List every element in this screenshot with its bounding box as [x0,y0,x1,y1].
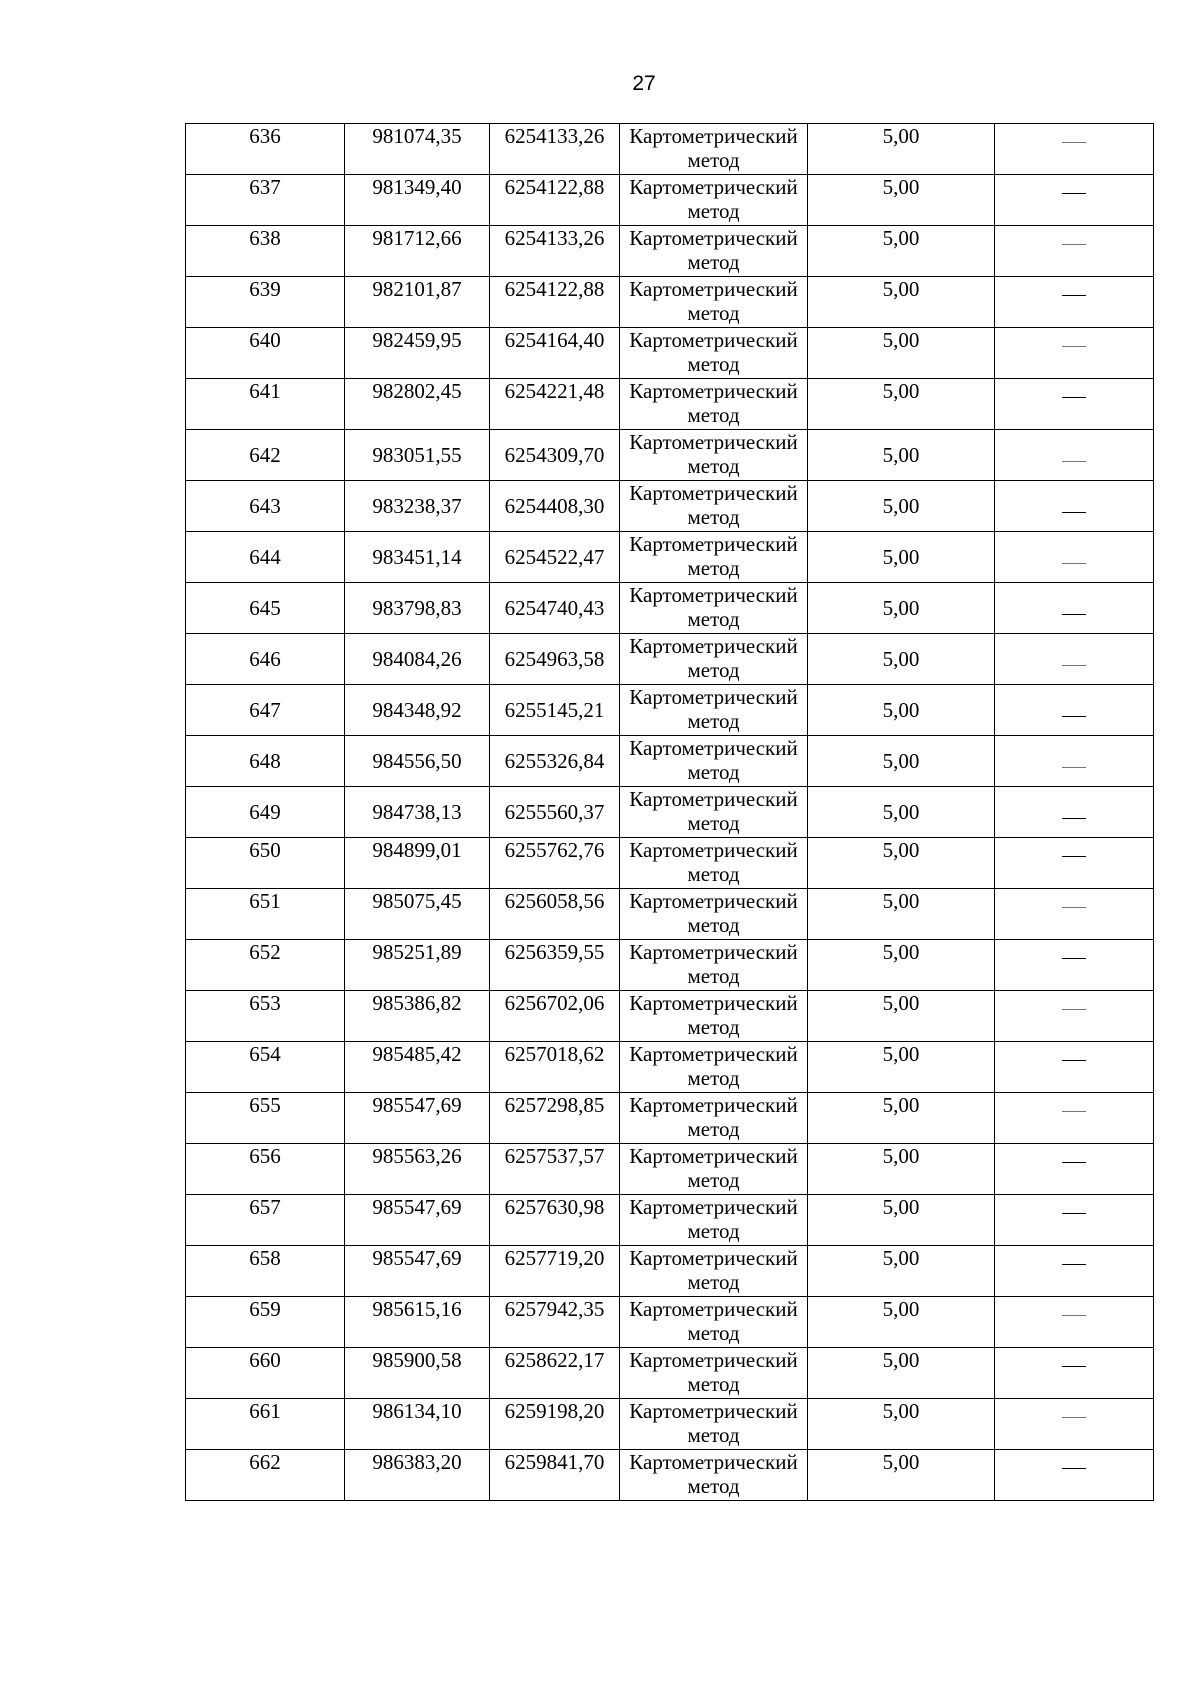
method-cell [620,124,808,175]
x-coordinate-cell: 985900,58 [345,1348,490,1399]
accuracy-cell: 5,00 [808,583,995,634]
x-coordinate-cell: 985615,16 [345,1297,490,1348]
x-coordinate-cell: 981712,66 [345,226,490,277]
coordinates-table [185,123,1154,1501]
point-number-cell: 636 [186,124,345,175]
note-dash [1062,1213,1086,1214]
note-cell [995,838,1154,889]
method-text-line-2: метод [687,301,740,325]
note-dash [1062,1264,1086,1265]
x-coordinate-cell: 983051,55 [345,430,490,481]
table-row [186,532,1154,583]
x-coordinate-cell: 985386,82 [345,991,490,1042]
note-cell [995,1246,1154,1297]
x-coordinate-cell: 981074,35 [345,124,490,175]
table-row [186,1450,1154,1501]
y-coordinate-cell: 6254122,88 [490,277,620,328]
y-coordinate-cell: 6258622,17 [490,1348,620,1399]
point-number-cell: 655 [186,1093,345,1144]
table-row [186,430,1154,481]
table-row [186,175,1154,226]
x-coordinate-cell: 982459,95 [345,328,490,379]
note-dash [1062,818,1086,819]
method-cell [620,583,808,634]
method-text-line-1: Картометрический [629,379,798,403]
y-coordinate-cell: 6254740,43 [490,583,620,634]
method-cell [620,532,808,583]
point-number-cell: 646 [186,634,345,685]
method-cell [620,1399,808,1450]
method-text-line-2: метод [687,658,740,682]
note-dash [1062,1315,1086,1316]
y-coordinate-cell: 6257630,98 [490,1195,620,1246]
note-dash [1062,1417,1086,1418]
method-cell [620,787,808,838]
note-dash [1062,397,1086,398]
note-cell [995,685,1154,736]
table-row [186,583,1154,634]
point-number-cell: 644 [186,532,345,583]
note-dash [1062,614,1086,615]
accuracy-cell: 5,00 [808,1348,995,1399]
x-coordinate-cell: 984899,01 [345,838,490,889]
note-cell [995,1450,1154,1501]
accuracy-cell: 5,00 [808,838,995,889]
note-dash [1062,1009,1086,1010]
method-cell [620,1246,808,1297]
table-row [186,379,1154,430]
method-cell [620,634,808,685]
table-row [186,1399,1154,1450]
method-text-line-1: Картометрический [629,1246,798,1270]
x-coordinate-cell: 981349,40 [345,175,490,226]
accuracy-cell: 5,00 [808,124,995,175]
y-coordinate-cell: 6256058,56 [490,889,620,940]
x-coordinate-cell: 983238,37 [345,481,490,532]
point-number-cell: 660 [186,1348,345,1399]
method-text-line-1: Картометрический [629,991,798,1015]
point-number-cell: 638 [186,226,345,277]
method-text-line-1: Картометрический [629,1093,798,1117]
point-number-cell: 648 [186,736,345,787]
method-text-line-2: метод [687,148,740,172]
point-number-cell: 652 [186,940,345,991]
method-text-line-1: Картометрический [629,1144,798,1168]
point-number-cell: 651 [186,889,345,940]
table-row [186,1246,1154,1297]
note-cell [995,634,1154,685]
accuracy-cell: 5,00 [808,1399,995,1450]
note-cell [995,736,1154,787]
method-text-line-1: Картометрический [629,1348,798,1372]
accuracy-cell: 5,00 [808,1093,995,1144]
method-text-line-2: метод [687,1066,740,1090]
note-dash [1062,193,1086,194]
table-row [186,940,1154,991]
table-row [186,685,1154,736]
note-dash [1062,142,1086,143]
accuracy-cell: 5,00 [808,532,995,583]
accuracy-cell: 5,00 [808,1246,995,1297]
method-text-line-2: метод [687,913,740,937]
x-coordinate-cell: 986383,20 [345,1450,490,1501]
point-number-cell: 642 [186,430,345,481]
note-cell [995,1042,1154,1093]
note-cell [995,787,1154,838]
method-text-line-2: метод [687,454,740,478]
note-dash [1062,767,1086,768]
y-coordinate-cell: 6257719,20 [490,1246,620,1297]
page-number: 27 [632,72,656,95]
note-cell [995,1348,1154,1399]
table-row [186,1042,1154,1093]
method-text-line-2: метод [687,1372,740,1396]
table-row [186,1348,1154,1399]
method-text-line-2: метод [687,1117,740,1141]
accuracy-cell: 5,00 [808,1042,995,1093]
method-cell [620,1042,808,1093]
note-cell [995,583,1154,634]
note-cell [995,226,1154,277]
method-text-line-1: Картометрический [629,583,798,607]
x-coordinate-cell: 984556,50 [345,736,490,787]
table-row [186,736,1154,787]
method-text-line-1: Картометрический [629,838,798,862]
point-number-cell: 659 [186,1297,345,1348]
y-coordinate-cell: 6254122,88 [490,175,620,226]
method-text-line-1: Картометрический [629,1399,798,1423]
accuracy-cell: 5,00 [808,634,995,685]
method-text-line-1: Картометрический [629,1450,798,1474]
accuracy-cell: 5,00 [808,430,995,481]
accuracy-cell: 5,00 [808,1144,995,1195]
method-cell [620,1093,808,1144]
table-row [186,991,1154,1042]
point-number-cell: 640 [186,328,345,379]
method-text-line-1: Картометрический [629,685,798,709]
method-cell [620,430,808,481]
note-cell [995,1144,1154,1195]
point-number-cell: 645 [186,583,345,634]
method-text-line-1: Картометрический [629,328,798,352]
method-cell [620,991,808,1042]
accuracy-cell: 5,00 [808,736,995,787]
note-dash [1062,1060,1086,1061]
method-text-line-1: Картометрический [629,124,798,148]
method-text-line-2: метод [687,1474,740,1498]
accuracy-cell: 5,00 [808,940,995,991]
method-text-line-2: метод [687,1423,740,1447]
x-coordinate-cell: 985251,89 [345,940,490,991]
table-row [186,1195,1154,1246]
y-coordinate-cell: 6257942,35 [490,1297,620,1348]
x-coordinate-cell: 984348,92 [345,685,490,736]
x-coordinate-cell: 983451,14 [345,532,490,583]
table-row [186,124,1154,175]
accuracy-cell: 5,00 [808,1195,995,1246]
accuracy-cell: 5,00 [808,277,995,328]
coordinates-table-body [186,124,1154,1501]
point-number-cell: 657 [186,1195,345,1246]
method-text-line-1: Картометрический [629,175,798,199]
note-cell [995,430,1154,481]
accuracy-cell: 5,00 [808,379,995,430]
note-cell [995,277,1154,328]
y-coordinate-cell: 6254221,48 [490,379,620,430]
point-number-cell: 661 [186,1399,345,1450]
y-coordinate-cell: 6259841,70 [490,1450,620,1501]
method-text-line-1: Картометрический [629,634,798,658]
accuracy-cell: 5,00 [808,1297,995,1348]
table-row [186,277,1154,328]
method-cell [620,889,808,940]
point-number-cell: 654 [186,1042,345,1093]
x-coordinate-cell: 982802,45 [345,379,490,430]
method-cell [620,736,808,787]
accuracy-cell: 5,00 [808,889,995,940]
y-coordinate-cell: 6254408,30 [490,481,620,532]
point-number-cell: 658 [186,1246,345,1297]
method-text-line-2: метод [687,1168,740,1192]
method-text-line-1: Картометрический [629,277,798,301]
method-text-line-1: Картометрический [629,532,798,556]
y-coordinate-cell: 6254522,47 [490,532,620,583]
y-coordinate-cell: 6254309,70 [490,430,620,481]
table-row [186,328,1154,379]
note-dash [1062,295,1086,296]
method-text-line-2: метод [687,709,740,733]
note-dash [1062,1468,1086,1469]
table-row [186,1297,1154,1348]
point-number-cell: 650 [186,838,345,889]
point-number-cell: 653 [186,991,345,1042]
y-coordinate-cell: 6255762,76 [490,838,620,889]
note-cell [995,889,1154,940]
accuracy-cell: 5,00 [808,226,995,277]
x-coordinate-cell: 983798,83 [345,583,490,634]
note-dash [1062,244,1086,245]
y-coordinate-cell: 6257298,85 [490,1093,620,1144]
note-cell [995,175,1154,226]
point-number-cell: 649 [186,787,345,838]
note-dash [1062,512,1086,513]
method-text-line-2: метод [687,1270,740,1294]
method-cell [620,226,808,277]
method-cell [620,838,808,889]
y-coordinate-cell: 6254963,58 [490,634,620,685]
note-dash [1062,665,1086,666]
note-dash [1062,563,1086,564]
note-dash [1062,1162,1086,1163]
x-coordinate-cell: 985075,45 [345,889,490,940]
y-coordinate-cell: 6257018,62 [490,1042,620,1093]
accuracy-cell: 5,00 [808,1450,995,1501]
x-coordinate-cell: 986134,10 [345,1399,490,1450]
y-coordinate-cell: 6254164,40 [490,328,620,379]
accuracy-cell: 5,00 [808,685,995,736]
method-text-line-2: метод [687,199,740,223]
point-number-cell: 662 [186,1450,345,1501]
method-text-line-2: метод [687,1219,740,1243]
note-cell [995,124,1154,175]
method-text-line-1: Картометрический [629,1195,798,1219]
x-coordinate-cell: 985485,42 [345,1042,490,1093]
x-coordinate-cell: 985547,69 [345,1195,490,1246]
point-number-cell: 656 [186,1144,345,1195]
table-row [186,787,1154,838]
method-text-line-2: метод [687,403,740,427]
method-text-line-1: Картометрический [629,1042,798,1066]
accuracy-cell: 5,00 [808,991,995,1042]
x-coordinate-cell: 985547,69 [345,1246,490,1297]
method-text-line-2: метод [687,760,740,784]
method-text-line-2: метод [687,1321,740,1345]
note-cell [995,379,1154,430]
method-text-line-2: метод [687,811,740,835]
y-coordinate-cell: 6254133,26 [490,124,620,175]
note-cell [995,1399,1154,1450]
method-text-line-2: метод [687,556,740,580]
method-text-line-1: Картометрический [629,1297,798,1321]
method-text-line-2: метод [687,607,740,631]
accuracy-cell: 5,00 [808,481,995,532]
point-number-cell: 637 [186,175,345,226]
method-cell [620,940,808,991]
note-cell [995,940,1154,991]
table-row [186,889,1154,940]
method-text-line-2: метод [687,250,740,274]
table-row [186,838,1154,889]
table-row [186,481,1154,532]
method-cell [620,1144,808,1195]
table-row [186,634,1154,685]
method-cell [620,1348,808,1399]
point-number-cell: 647 [186,685,345,736]
method-cell [620,379,808,430]
note-dash [1062,716,1086,717]
note-cell [995,1195,1154,1246]
y-coordinate-cell: 6255145,21 [490,685,620,736]
note-dash [1062,958,1086,959]
y-coordinate-cell: 6256702,06 [490,991,620,1042]
x-coordinate-cell: 984084,26 [345,634,490,685]
accuracy-cell: 5,00 [808,175,995,226]
note-dash [1062,856,1086,857]
method-cell [620,175,808,226]
method-text-line-1: Картометрический [629,736,798,760]
y-coordinate-cell: 6259198,20 [490,1399,620,1450]
method-cell [620,481,808,532]
point-number-cell: 639 [186,277,345,328]
note-cell [995,991,1154,1042]
method-cell [620,277,808,328]
note-dash [1062,346,1086,347]
method-cell [620,328,808,379]
method-text-line-1: Картометрический [629,430,798,454]
y-coordinate-cell: 6255326,84 [490,736,620,787]
method-cell [620,1195,808,1246]
y-coordinate-cell: 6255560,37 [490,787,620,838]
method-text-line-1: Картометрический [629,787,798,811]
point-number-cell: 641 [186,379,345,430]
note-cell [995,328,1154,379]
method-text-line-2: метод [687,505,740,529]
note-dash [1062,461,1086,462]
method-cell [620,1450,808,1501]
method-text-line-1: Картометрический [629,940,798,964]
method-text-line-1: Картометрический [629,889,798,913]
method-text-line-1: Картометрический [629,481,798,505]
method-text-line-2: метод [687,352,740,376]
method-text-line-2: метод [687,1015,740,1039]
table-row [186,226,1154,277]
x-coordinate-cell: 985547,69 [345,1093,490,1144]
note-dash [1062,1366,1086,1367]
accuracy-cell: 5,00 [808,787,995,838]
table-row [186,1093,1154,1144]
note-cell [995,1297,1154,1348]
accuracy-cell: 5,00 [808,328,995,379]
note-dash [1062,1111,1086,1112]
note-cell [995,1093,1154,1144]
method-text-line-2: метод [687,862,740,886]
method-text-line-1: Картометрический [629,226,798,250]
y-coordinate-cell: 6254133,26 [490,226,620,277]
note-cell [995,481,1154,532]
x-coordinate-cell: 982101,87 [345,277,490,328]
x-coordinate-cell: 985563,26 [345,1144,490,1195]
point-number-cell: 643 [186,481,345,532]
x-coordinate-cell: 984738,13 [345,787,490,838]
note-cell [995,532,1154,583]
note-dash [1062,907,1086,908]
y-coordinate-cell: 6256359,55 [490,940,620,991]
method-cell [620,1297,808,1348]
y-coordinate-cell: 6257537,57 [490,1144,620,1195]
method-text-line-2: метод [687,964,740,988]
method-cell [620,685,808,736]
table-row [186,1144,1154,1195]
